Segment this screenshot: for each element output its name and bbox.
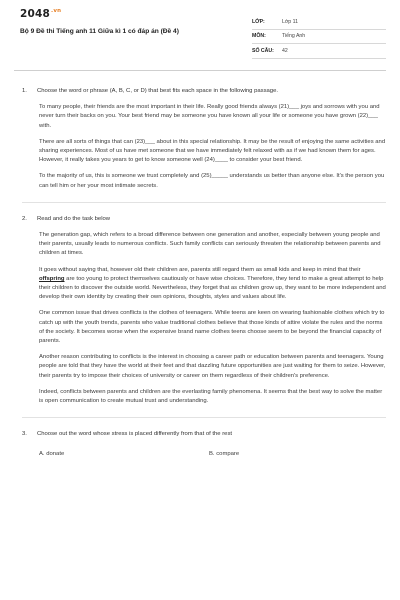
question-1 (22, 87, 386, 191)
passage-paragraph: There are all sorts of things that can (23)___ about in this special relationship. It may be the result of enjoying the same activities and sharing experiences. Most of us have met someone that we have immediately felt relaxed with as if we had known them for ages. However, it really takes you years to get to know someone well (24)____ to consider your best friend. (39, 138, 386, 164)
underlined-word: offspring (39, 275, 65, 282)
logo-text: 2048 (20, 8, 51, 20)
passage-paragraph: Indeed, conflicts between parents and children are the everlasting family phenomena. It seems that the best way to solve the matter is open communication to create mutual trust and understanding. (39, 388, 383, 405)
meta-row-class (252, 15, 386, 30)
meta-value: 42 (282, 47, 288, 54)
option-letter: A. (39, 451, 45, 458)
option-letter: B. (209, 451, 215, 458)
meta-table (252, 15, 386, 59)
question-2 (22, 215, 386, 406)
question-prompt: Choose the word or phrase (A, B, C, or D) that best fits each space in the following passage. (37, 88, 278, 94)
exam-content (0, 71, 400, 460)
question-3 (22, 430, 386, 459)
logo-suffix: .vn (51, 8, 62, 14)
page-header (0, 0, 400, 62)
question-number: 3. (22, 431, 27, 438)
question-header (22, 87, 386, 96)
question-header (22, 215, 386, 224)
question-header (22, 430, 386, 439)
option-text: donate (46, 451, 65, 458)
passage-paragraph: Another reason contributing to conflicts is the interest in choosing a career path or education between parents and teenagers. Young people are told that they have the world at their feet and that dazzling future opportunities are just waiting for them to seize. However, their parents try to impose their choices of university or career on them regardless of their children's preference. (39, 354, 386, 379)
meta-row-subject (252, 30, 386, 45)
answer-option-b[interactable] (209, 450, 379, 459)
meta-value: Lớp 11 (282, 18, 298, 25)
document-title: Bộ 9 Đề thi Tiếng anh 11 Giữa kì 1 có đáp án (Đề 4) (20, 28, 179, 35)
question-divider (22, 202, 386, 203)
passage-paragraph: One common issue that drives conflicts is the clothes of teenagers. While teens are keen on wearing fashionable clothes which try to catch up with the youth trends, parents who value traditional clothes believe that those kinds of attire violate the rules and the norms of the society. It becomes worse when the expensive brand name clothes teens choose seem to be beyond the financial capacity of parents. (39, 310, 385, 345)
meta-value: Tiếng Anh (282, 33, 306, 40)
passage-paragraph: The generation gap, which refers to a broad difference between one generation and another, especially between young people and their parents, usually leads to numerous conflicts. Such family conflicts can seriously threaten the relationship between parents and children at times. (39, 232, 381, 257)
question-prompt: Read and do the task below (37, 215, 111, 222)
question-prompt: Choose out the word whose stress is placed differently from that of the rest (37, 431, 233, 438)
question-divider (22, 417, 386, 418)
answer-option-a[interactable] (39, 450, 209, 459)
meta-key: MÔN: (252, 33, 266, 40)
passage-paragraph: To many people, their friends are the most important in their life. Really good friends always (21)___ joys and sorrows with you and never turn their backs on you. Your best friend may be someone you have known all your life or someone you have grown (22)___ with. (39, 104, 380, 129)
passage-paragraph: To the majority of us, this is someone we trust completely and (25)_____ understands us better than anyone else. It's the person you can tell him or her your most intimate secrets. (39, 173, 385, 189)
meta-key: LỚP: (252, 18, 265, 25)
meta-key: SỐ CÂU: (252, 47, 274, 54)
question-number: 1. (22, 88, 27, 94)
option-text: compare (216, 451, 240, 458)
answer-options (39, 450, 386, 459)
question-number: 2. (22, 215, 27, 222)
meta-row-count (252, 44, 386, 59)
passage-paragraph: It goes without saying that, however old their children are, parents still regard them as small kids and keep in mind that their offspring are too young to protect themselves cautiously or have wise choices. Therefore, they tend to make a great attempt to help their children to discover the outside world. Nevertheless, they forget that as children grow up, they want to be more independent and develop their own identity by creating their own opinions, thoughts, styles and values about life. (39, 266, 386, 301)
